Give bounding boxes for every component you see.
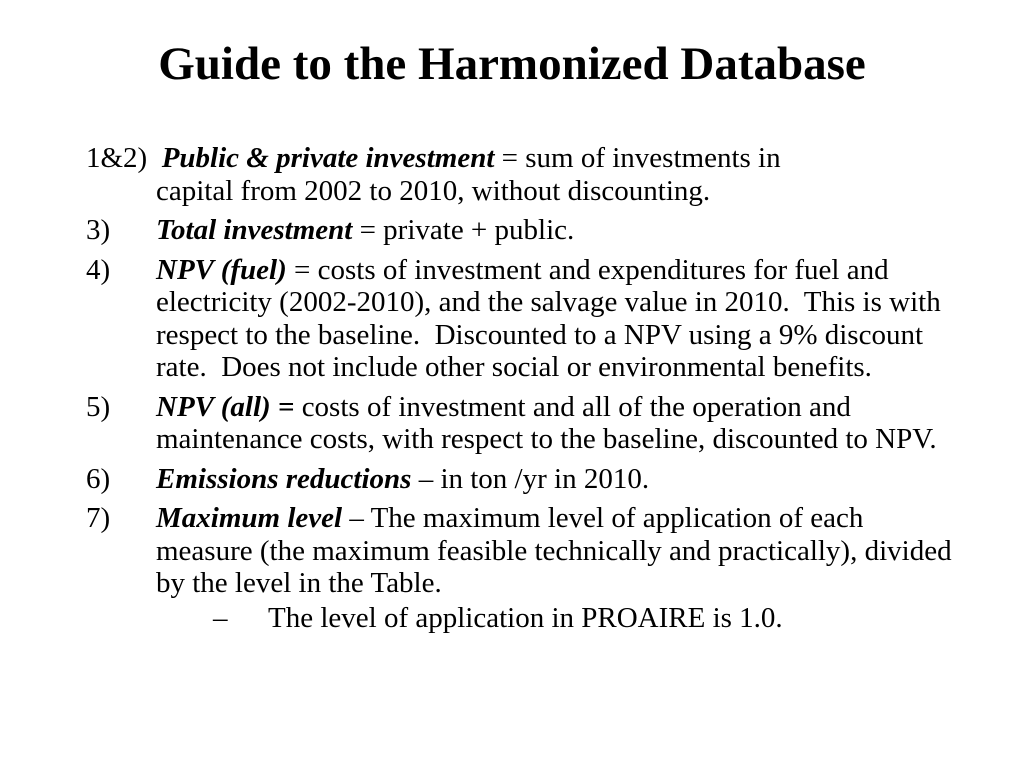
item-term: NPV (fuel) [156,253,287,286]
item-separator: = [352,214,384,246]
list-item [86,463,956,496]
slide-title: Guide to the Harmonized Database [158,38,866,90]
item-number: 5) [86,390,111,423]
list-item [86,214,956,247]
item-text: in ton /yr in 2010. [440,462,650,495]
item-number: 7) [86,502,111,534]
dash-bullet: – [213,601,228,634]
item-number: 4) [86,253,111,286]
item-term: NPV (all) = [156,390,295,423]
item-term: Total investment [156,214,353,246]
item-term: Maximum level [156,502,343,534]
item-separator: = [286,253,318,286]
item-text: costs of investment and expenditures for fuel and electricity (2002-2010), and the salvage value in 2010. This is with respect to the baseline. Discounted to a NPV using a 9% discount rate. Does not include other social or environmental benefits. [156,253,948,383]
sub-item-text: The level of application in PROAIRE is 1.0. [268,601,783,634]
item-text-continued: capital from 2002 to 2010, without discounting. [156,174,711,207]
item-text: The maximum level of application of each measure (the maximum feasible technically and practically), divided by the level in the Table. [156,502,952,599]
item-number: 3) [86,214,111,246]
item-text: costs of investment and all of the operation and maintenance costs, with respect to the baseline, discounted to NPV. [156,390,937,455]
item-number: 1&2) [86,142,148,174]
list-item [86,254,956,384]
list-item [86,391,956,456]
item-term: Emissions reductions [156,462,412,495]
list-item [86,502,956,634]
item-number: 6) [86,462,111,495]
item-separator: – [342,502,371,534]
item-text: private + public. [383,214,575,246]
item-separator: = [494,142,526,174]
definition-list [86,142,956,641]
item-separator: – [411,462,441,495]
item-separator [294,391,301,423]
list-item [86,142,956,207]
sub-item [156,602,956,635]
item-term: Public & private investment [161,142,495,174]
item-text: sum of investments in [525,142,781,174]
